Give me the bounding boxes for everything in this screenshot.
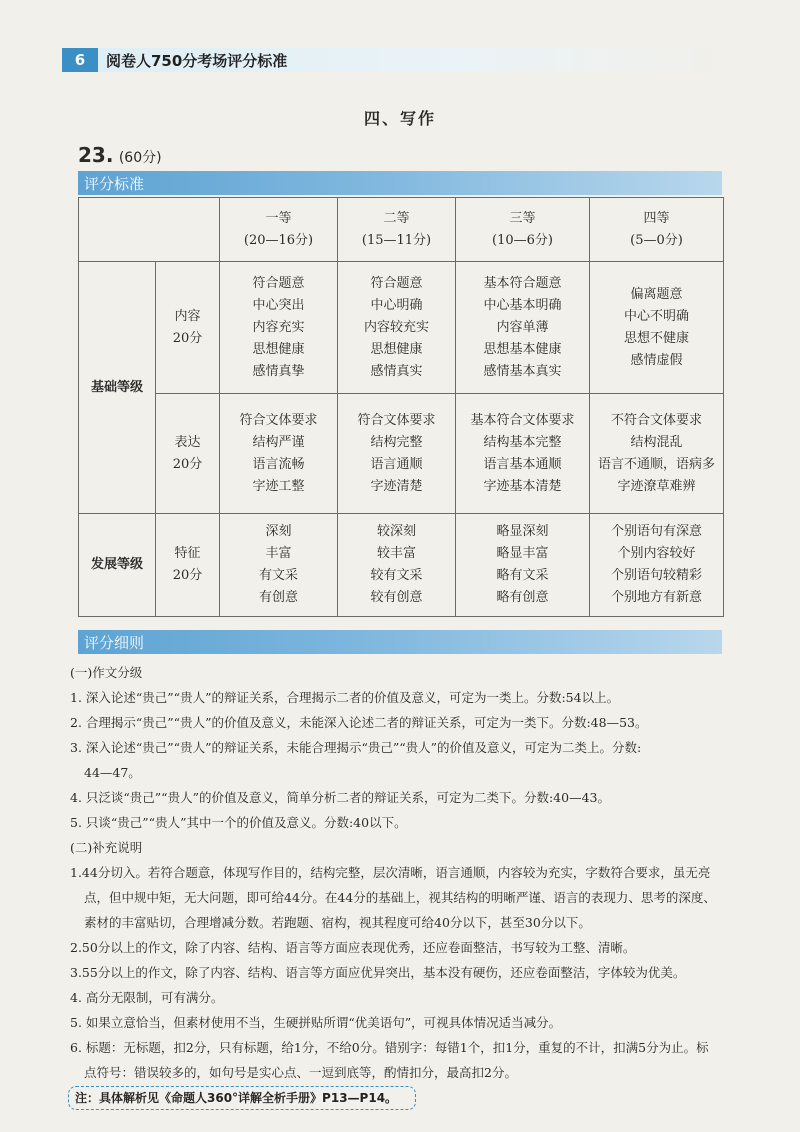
details-bar <box>78 630 722 654</box>
details-body <box>70 660 720 1085</box>
criteria-cell: 偏离题意 中心不明确 思想不健康 感情虚假 <box>590 262 724 394</box>
criteria-cell: 较深刻 较丰富 较有文采 较有创意 <box>338 514 456 617</box>
item-label: 表达 20分 <box>156 394 220 514</box>
list-item: 4. 只泛谈“贵己”“贵人”的价值及意义，简单分析二者的辩证关系，可定为二类下。分数:40—43。 <box>70 790 610 805</box>
criteria-cell: 深刻 丰富 有文采 有创意 <box>220 514 338 617</box>
item-label: 特征 20分 <box>156 514 220 617</box>
list-item: 点，但中规中矩，无大问题，即可给44分。在44分的基础上，视其结构的明晰严谨、语言的表现力、思考的深度、 <box>84 890 716 905</box>
list-item: 2.50分以上的作文，除了内容、结构、语言等方面应表现优秀，还应卷面整洁，书写较为工整、清晰。 <box>70 940 636 955</box>
level-label: 基础等级 <box>79 262 156 514</box>
table-row <box>79 514 724 617</box>
list-item: 44—47。 <box>84 765 141 780</box>
level-label: 发展等级 <box>79 514 156 617</box>
section-heading: (一)作文分级 <box>70 665 143 680</box>
criteria-cell: 略显深刻 略显丰富 略有文采 略有创意 <box>456 514 590 617</box>
table-row <box>79 262 724 394</box>
grade-name: 四等 <box>643 210 670 226</box>
question-points: (60分) <box>118 150 162 166</box>
criteria-cell: 符合题意 中心突出 内容充实 思想健康 感情真挚 <box>220 262 338 394</box>
list-item: 3. 深入论述“贵己”“贵人”的辩证关系，未能合理揭示“贵己”“贵人”的价值及意义，可定为二类上。分数: <box>70 740 642 755</box>
grade-header <box>590 198 724 262</box>
grade-name: 三等 <box>509 210 536 226</box>
list-item: 6. 标题：无标题，扣2分，只有标题，给1分，不给0分。错别字：每错1个，扣1分，重复的不计，扣满5分为止。标 <box>70 1040 709 1055</box>
criteria-cell: 符合题意 中心明确 内容较充实 思想健康 感情真实 <box>338 262 456 394</box>
header-title: 阅卷人750分考场评分标准 <box>106 52 288 70</box>
criteria-cell: 基本符合题意 中心基本明确 内容单薄 思想基本健康 感情基本真实 <box>456 262 590 394</box>
table-row <box>79 394 724 514</box>
rubric-bar-label: 评分标准 <box>84 175 145 193</box>
criteria-cell: 符合文体要求 结构完整 语言通顺 字迹清楚 <box>338 394 456 514</box>
details-bar-label: 评分细则 <box>84 634 145 652</box>
criteria-cell: 符合文体要求 结构严谨 语言流畅 字迹工整 <box>220 394 338 514</box>
list-item: 4. 高分无限制，可有满分。 <box>70 990 224 1005</box>
grade-range: (20—16分) <box>243 232 314 248</box>
criteria-cell: 个别语句有深意 个别内容较好 个别语句较精彩 个别地方有新意 <box>590 514 724 617</box>
section-title: 四、写作 <box>363 109 436 128</box>
list-item: 2. 合理揭示“贵己”“贵人”的价值及意义，未能深入论述二者的辩证关系，可定为一类下。分数:48—53。 <box>70 715 648 730</box>
section-heading: (二)补充说明 <box>70 840 143 855</box>
corner-cell <box>79 198 220 262</box>
grade-range: (15—11分) <box>361 232 432 248</box>
grade-header-row <box>79 198 724 262</box>
list-item: 素材的丰富贴切，合理增减分数。若跑题、宿构，视其程度可给40分以下，甚至30分以下。 <box>84 915 591 930</box>
rubric-bar <box>78 171 722 195</box>
criteria-cell: 基本符合文体要求 结构基本完整 语言基本通顺 字迹基本清楚 <box>456 394 590 514</box>
criteria-cell: 不符合文体要求 结构混乱 语言不通顺，语病多 字迹潦草难辨 <box>590 394 724 514</box>
list-item: 1. 深入论述“贵己”“贵人”的辩证关系，合理揭示二者的价值及意义，可定为一类上。分数:54以上。 <box>70 690 620 705</box>
grade-name: 一等 <box>265 210 292 226</box>
rubric-table <box>78 197 724 617</box>
grade-name: 二等 <box>383 210 410 226</box>
grade-header <box>220 198 338 262</box>
grade-range: (5—0分) <box>630 232 683 248</box>
question-number: 23. <box>78 143 114 167</box>
list-item: 3.55分以上的作文，除了内容、结构、语言等方面应优异突出，基本没有硬伤，还应卷面整洁，字体较为优美。 <box>70 965 686 980</box>
grade-header <box>456 198 590 262</box>
grade-header <box>338 198 456 262</box>
page-number: 6 <box>62 48 98 72</box>
grade-range: (10—6分) <box>492 232 553 248</box>
item-label: 内容 20分 <box>156 262 220 394</box>
reference-note: 注：具体解析见《命题人360°详解全析手册》P13—P14。 <box>68 1086 416 1110</box>
list-item: 点符号：错误较多的，如句号是实心点、一逗到底等，酌情扣分，最高扣2分。 <box>84 1065 517 1080</box>
list-item: 5. 如果立意恰当，但素材使用不当，生硬拼贴所谓“优美语句”，可视具体情况适当减分。 <box>70 1015 562 1030</box>
question-heading <box>78 143 162 167</box>
list-item: 5. 只谈“贵己”“贵人”其中一个的价值及意义。分数:40以下。 <box>70 815 407 830</box>
list-item: 1.44分切入。若符合题意，体现写作目的，结构完整，层次清晰，语言通顺，内容较为充实，字数符合要求，虽无亮 <box>70 865 711 880</box>
